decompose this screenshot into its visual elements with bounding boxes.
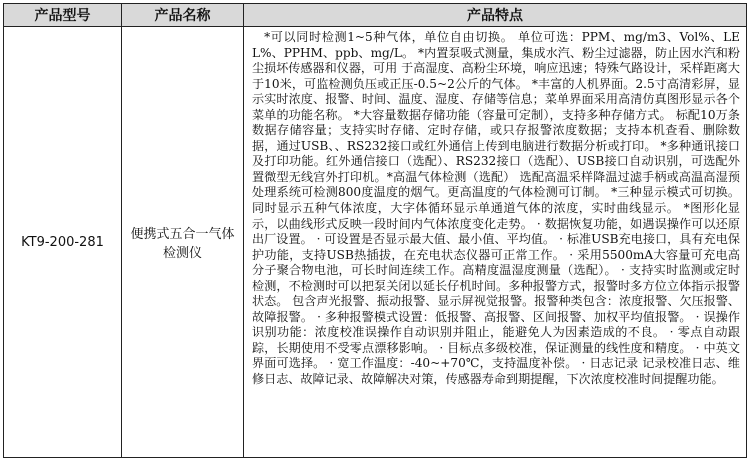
product-spec-table <box>3 3 747 458</box>
header-features: 产品特点 <box>244 4 747 27</box>
table-row <box>4 27 747 458</box>
header-row <box>4 4 747 27</box>
cell-features: *可以同时检测1~5种气体，单位自由切换。 单位可选：PPM、mg/m3、Vol%、LEL%、PPHM、ppb、mg/L。 *内置泵吸式测量，集成水汽、粉尘过滤器，防止因水汽和粉尘损坏传感器和仪器，可用 于高湿度、高粉尘环境，响应迅速；特殊气路设计，采样距离大于10米，可监检测负压或正压-0.5~2公斤的气体。 *丰富的人机界面。2.5寸高清彩屏，显示实时浓度、报警、时间、温度、湿度、存储等信息；菜单界面采用高清仿真图形显示各个菜单的功能名称。 *大容量数据存储功能（容量可定制），支持多种存储方式。 标配10万条数据存储容量；支持实时存储、定时存储，或只存报警浓度数据；支持本机查看、删除数据，通过USB、、RS232接口或红外通信上传到电脑进行数据分析或打印。 *多种通讯接口及打印功能。红外通信接口（选配）、RS232接口（选配）、USB接口自动识别，可选配外置微型无线宫外打印机。*高温气体检测（选配） 选配高温采样降温过滤手柄或高温高湿预处理系统可检测800度温度的烟气。更高温度的气体检测可订制。 *三种显示模式可切换。 同时显示五种气体浓度，大字体循环显示单通道气体的浓度，实时曲线显示。 *图形化显示，以曲线形式反映一段时间内气体浓度变化走势。 · 数据恢复功能，如遇误操作可以还原出厂设置。 · 可设置是否显示最大值、最小值、平均值。 · 标准USB充电接口，具有充电保护功能，支持USB热插拔，在充电状态仪器可正常工作。 · 采用5500mA大容量可充电高分子聚合物电池，可长时间连续工作。高精度温湿度测量（选配）。 · 支持实时监测或定时检测，不检测时可以把泵关闭以延长仔机时间。多种报警方式，报警时多方位立体指示报警状态。 包含声光报警、振动报警、显示屏视觉报警。报警种类包含：浓度报警、欠压报警、故障报警。 · 多种报警模式设置：低报警、高报警、区间报警、加权平均值报警。 · 误操作识别功能：浓度校准误操作自动识别并阻止，能避免人为因素造成的不良。 · 零点自动跟踪，长期使用不受零点漂移影响。 · 目标点多级校准，保证测量的线性度和精度。 · 中英文界面可选择。 · 宽工作温度：-40~+70℃，支持温度补偿。 · 日志记录 记录校准日志、维修日志、故障记录、故障解决对策，传感器寿命到期提醒，下次浓度校准时间提醒功能。 <box>244 27 747 458</box>
header-name: 产品名称 <box>122 4 244 27</box>
cell-model: KT9-200-281 <box>4 27 122 458</box>
header-model: 产品型号 <box>4 4 122 27</box>
cell-name: 便携式五合一气体检测仪 <box>122 27 244 458</box>
